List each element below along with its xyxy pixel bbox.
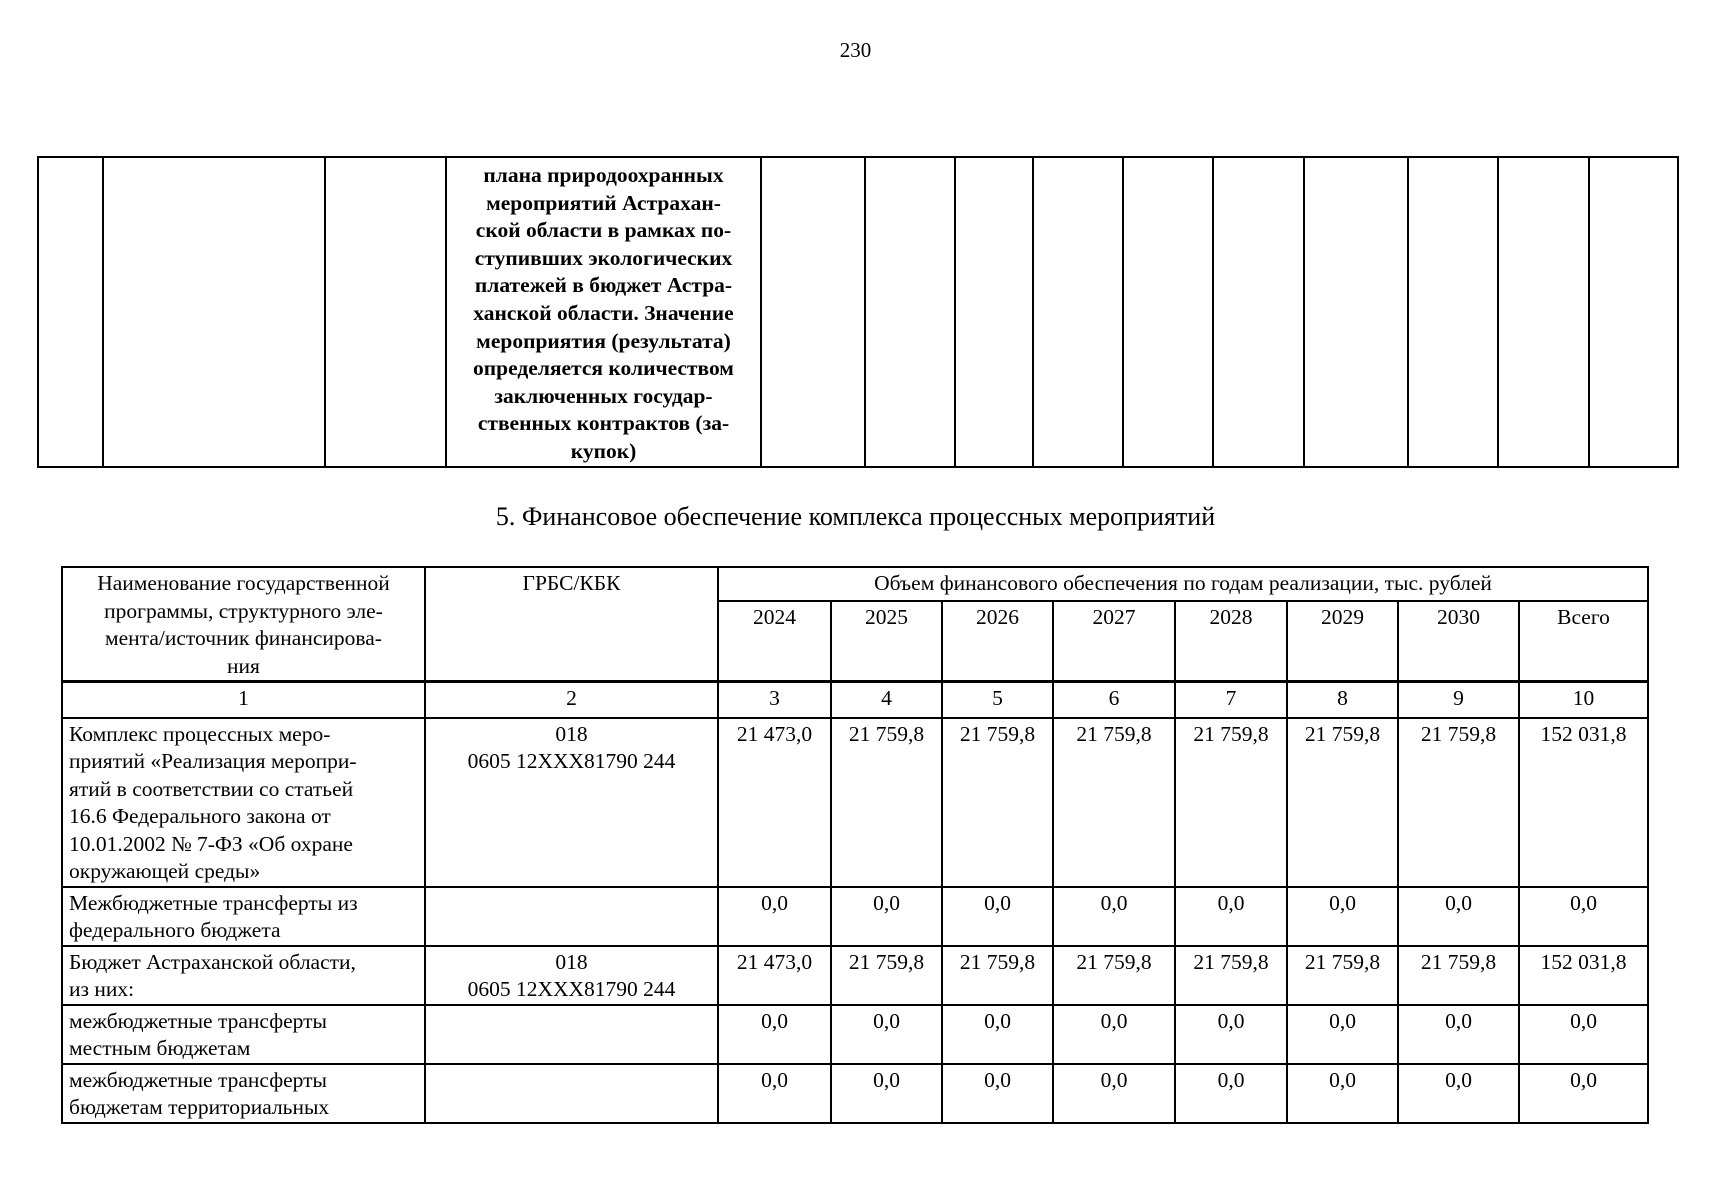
text-line: определяется количеством	[473, 356, 734, 381]
value-cell: 0,0	[718, 887, 831, 946]
page-number: 230	[839, 38, 872, 62]
row-name-cell	[62, 1064, 425, 1123]
value-cell: 21 759,8	[1398, 718, 1519, 887]
year-header: 2028	[1175, 601, 1287, 681]
value-cell: 21 473,0	[718, 718, 831, 887]
text-line: Комплекс процессных меро-	[69, 721, 331, 746]
text-line: мероприятий Астрахан-	[486, 190, 721, 215]
name-column-header	[62, 567, 425, 682]
value-cell: 0,0	[1175, 887, 1287, 946]
text-line: Межбюджетные трансферты из	[69, 890, 358, 915]
row-name-cell	[62, 887, 425, 946]
text-line: межбюджетные трансферты	[69, 1067, 327, 1092]
header-line: мента/источник финансирова-	[105, 626, 382, 650]
value-cell: 21 759,8	[942, 946, 1053, 1005]
year-header: 2025	[831, 601, 942, 681]
text-line: мероприятия (результата)	[476, 328, 731, 353]
table-row	[38, 157, 1678, 467]
value-cell: 0,0	[1175, 1064, 1287, 1123]
table-row	[62, 718, 1648, 887]
activity-description-cell	[446, 157, 761, 467]
table-row	[62, 1064, 1648, 1123]
total-cell: 0,0	[1519, 1064, 1648, 1123]
text-line: платежей в бюджет Астра-	[474, 273, 733, 298]
text-line: 018	[555, 721, 588, 746]
value-cell: 21 759,8	[1175, 946, 1287, 1005]
table-cell	[1304, 157, 1408, 467]
text-line: из них:	[69, 977, 135, 1001]
text-line: ступивших экологических	[474, 245, 733, 270]
text-line: 018	[555, 949, 588, 974]
finance-table	[61, 566, 1649, 1124]
text-line: ской области в рамках по-	[475, 218, 732, 243]
header-line: программы, структурного эле-	[104, 598, 383, 623]
row-name-cell	[62, 946, 425, 1005]
value-cell: 0,0	[1398, 1005, 1519, 1064]
value-cell: 0,0	[1053, 1005, 1175, 1064]
total-header: Всего	[1519, 601, 1648, 681]
table-cell	[325, 157, 446, 467]
table-cell	[865, 157, 955, 467]
text-line: федерального бюджета	[69, 918, 281, 942]
value-cell: 0,0	[1287, 887, 1398, 946]
section-title: 5. Финансовое обеспечение комплекса процессных мероприятий	[495, 502, 1216, 531]
value-cell: 21 759,8	[942, 718, 1053, 887]
total-cell: 0,0	[1519, 887, 1648, 946]
value-cell: 0,0	[1398, 887, 1519, 946]
header-line: ния	[227, 653, 260, 678]
value-cell: 0,0	[718, 1064, 831, 1123]
grbs-code-cell	[425, 1064, 718, 1123]
table-cell	[1408, 157, 1498, 467]
table-row	[62, 1005, 1648, 1064]
grbs-code-cell	[425, 718, 718, 887]
value-cell: 21 759,8	[831, 946, 942, 1005]
value-cell: 21 759,8	[1287, 946, 1398, 1005]
text-line: плана природоохранных	[483, 163, 724, 187]
value-cell: 0,0	[1053, 887, 1175, 946]
text-line: 0605 12ХХХ81790 244	[467, 977, 676, 1001]
text-line: окружающей среды»	[69, 859, 261, 883]
header-row	[62, 567, 1648, 601]
column-number: 7	[1175, 682, 1287, 718]
column-number: 3	[718, 682, 831, 718]
table-cell	[1213, 157, 1304, 467]
column-number: 8	[1287, 682, 1398, 718]
value-cell: 21 759,8	[1175, 718, 1287, 887]
column-number: 9	[1398, 682, 1519, 718]
column-number: 6	[1053, 682, 1175, 718]
text-line: 16.6 Федерального закона от	[69, 804, 331, 828]
text-line: межбюджетные трансферты	[69, 1008, 327, 1033]
header-line: Наименование государственной	[97, 571, 390, 595]
value-cell: 0,0	[942, 1005, 1053, 1064]
table-cell	[761, 157, 865, 467]
column-number: 4	[831, 682, 942, 718]
table-row	[62, 946, 1648, 1005]
row-name-cell	[62, 718, 425, 887]
value-cell: 21 759,8	[1398, 946, 1519, 1005]
table-row	[62, 887, 1648, 946]
value-cell: 0,0	[942, 1064, 1053, 1123]
year-header: 2027	[1053, 601, 1175, 681]
total-cell: 152 031,8	[1519, 718, 1648, 887]
grbs-code-cell	[425, 1005, 718, 1064]
year-header: 2026	[942, 601, 1053, 681]
text-line: бюджетам территориальных	[69, 1095, 330, 1119]
text-line: 0605 12ХХХ81790 244	[467, 749, 676, 773]
value-cell: 0,0	[1287, 1064, 1398, 1123]
text-line: ственных контрактов (за-	[477, 411, 730, 436]
value-cell: 21 473,0	[718, 946, 831, 1005]
year-header: 2024	[718, 601, 831, 681]
volume-caption-header: Объем финансового обеспечения по годам реализации, тыс. рублей	[718, 567, 1648, 601]
year-header: 2029	[1287, 601, 1398, 681]
text-line: 10.01.2002 № 7-ФЗ «Об охране	[69, 831, 353, 856]
grbs-code-cell	[425, 887, 718, 946]
text-line: местным бюджетам	[69, 1036, 251, 1060]
value-cell: 0,0	[1398, 1064, 1519, 1123]
text-line: заключенных государ-	[494, 383, 713, 408]
value-cell: 0,0	[1175, 1005, 1287, 1064]
column-numbers-row	[62, 682, 1648, 718]
value-cell: 21 759,8	[831, 718, 942, 887]
value-cell: 0,0	[831, 1005, 942, 1064]
row-name-cell	[62, 1005, 425, 1064]
grbs-column-header: ГРБС/КБК	[425, 567, 718, 682]
text-line: ятий в соответствии со статьей	[69, 776, 354, 801]
continued-activities-table	[37, 156, 1679, 468]
value-cell: 21 759,8	[1287, 718, 1398, 887]
total-cell: 0,0	[1519, 1005, 1648, 1064]
table-cell	[955, 157, 1033, 467]
table-cell	[1589, 157, 1678, 467]
column-number: 10	[1519, 682, 1648, 718]
table-cell	[38, 157, 103, 467]
text-line: ханской области. Значение	[473, 300, 734, 325]
total-cell: 152 031,8	[1519, 946, 1648, 1005]
value-cell: 0,0	[831, 887, 942, 946]
column-number: 1	[62, 682, 425, 718]
table-cell	[1123, 157, 1213, 467]
text-line: приятий «Реализация меропри-	[69, 749, 357, 773]
column-number: 2	[425, 682, 718, 718]
text-line: Бюджет Астраханской области,	[69, 949, 356, 974]
value-cell: 21 759,8	[1053, 718, 1175, 887]
table-cell	[1498, 157, 1589, 467]
column-number: 5	[942, 682, 1053, 718]
value-cell: 0,0	[1287, 1005, 1398, 1064]
table-cell	[103, 157, 325, 467]
text-line: купок)	[570, 438, 637, 463]
table-cell	[1033, 157, 1123, 467]
value-cell: 0,0	[942, 887, 1053, 946]
value-cell: 0,0	[718, 1005, 831, 1064]
value-cell: 21 759,8	[1053, 946, 1175, 1005]
value-cell: 0,0	[1053, 1064, 1175, 1123]
grbs-code-cell	[425, 946, 718, 1005]
value-cell: 0,0	[831, 1064, 942, 1123]
year-header: 2030	[1398, 601, 1519, 681]
